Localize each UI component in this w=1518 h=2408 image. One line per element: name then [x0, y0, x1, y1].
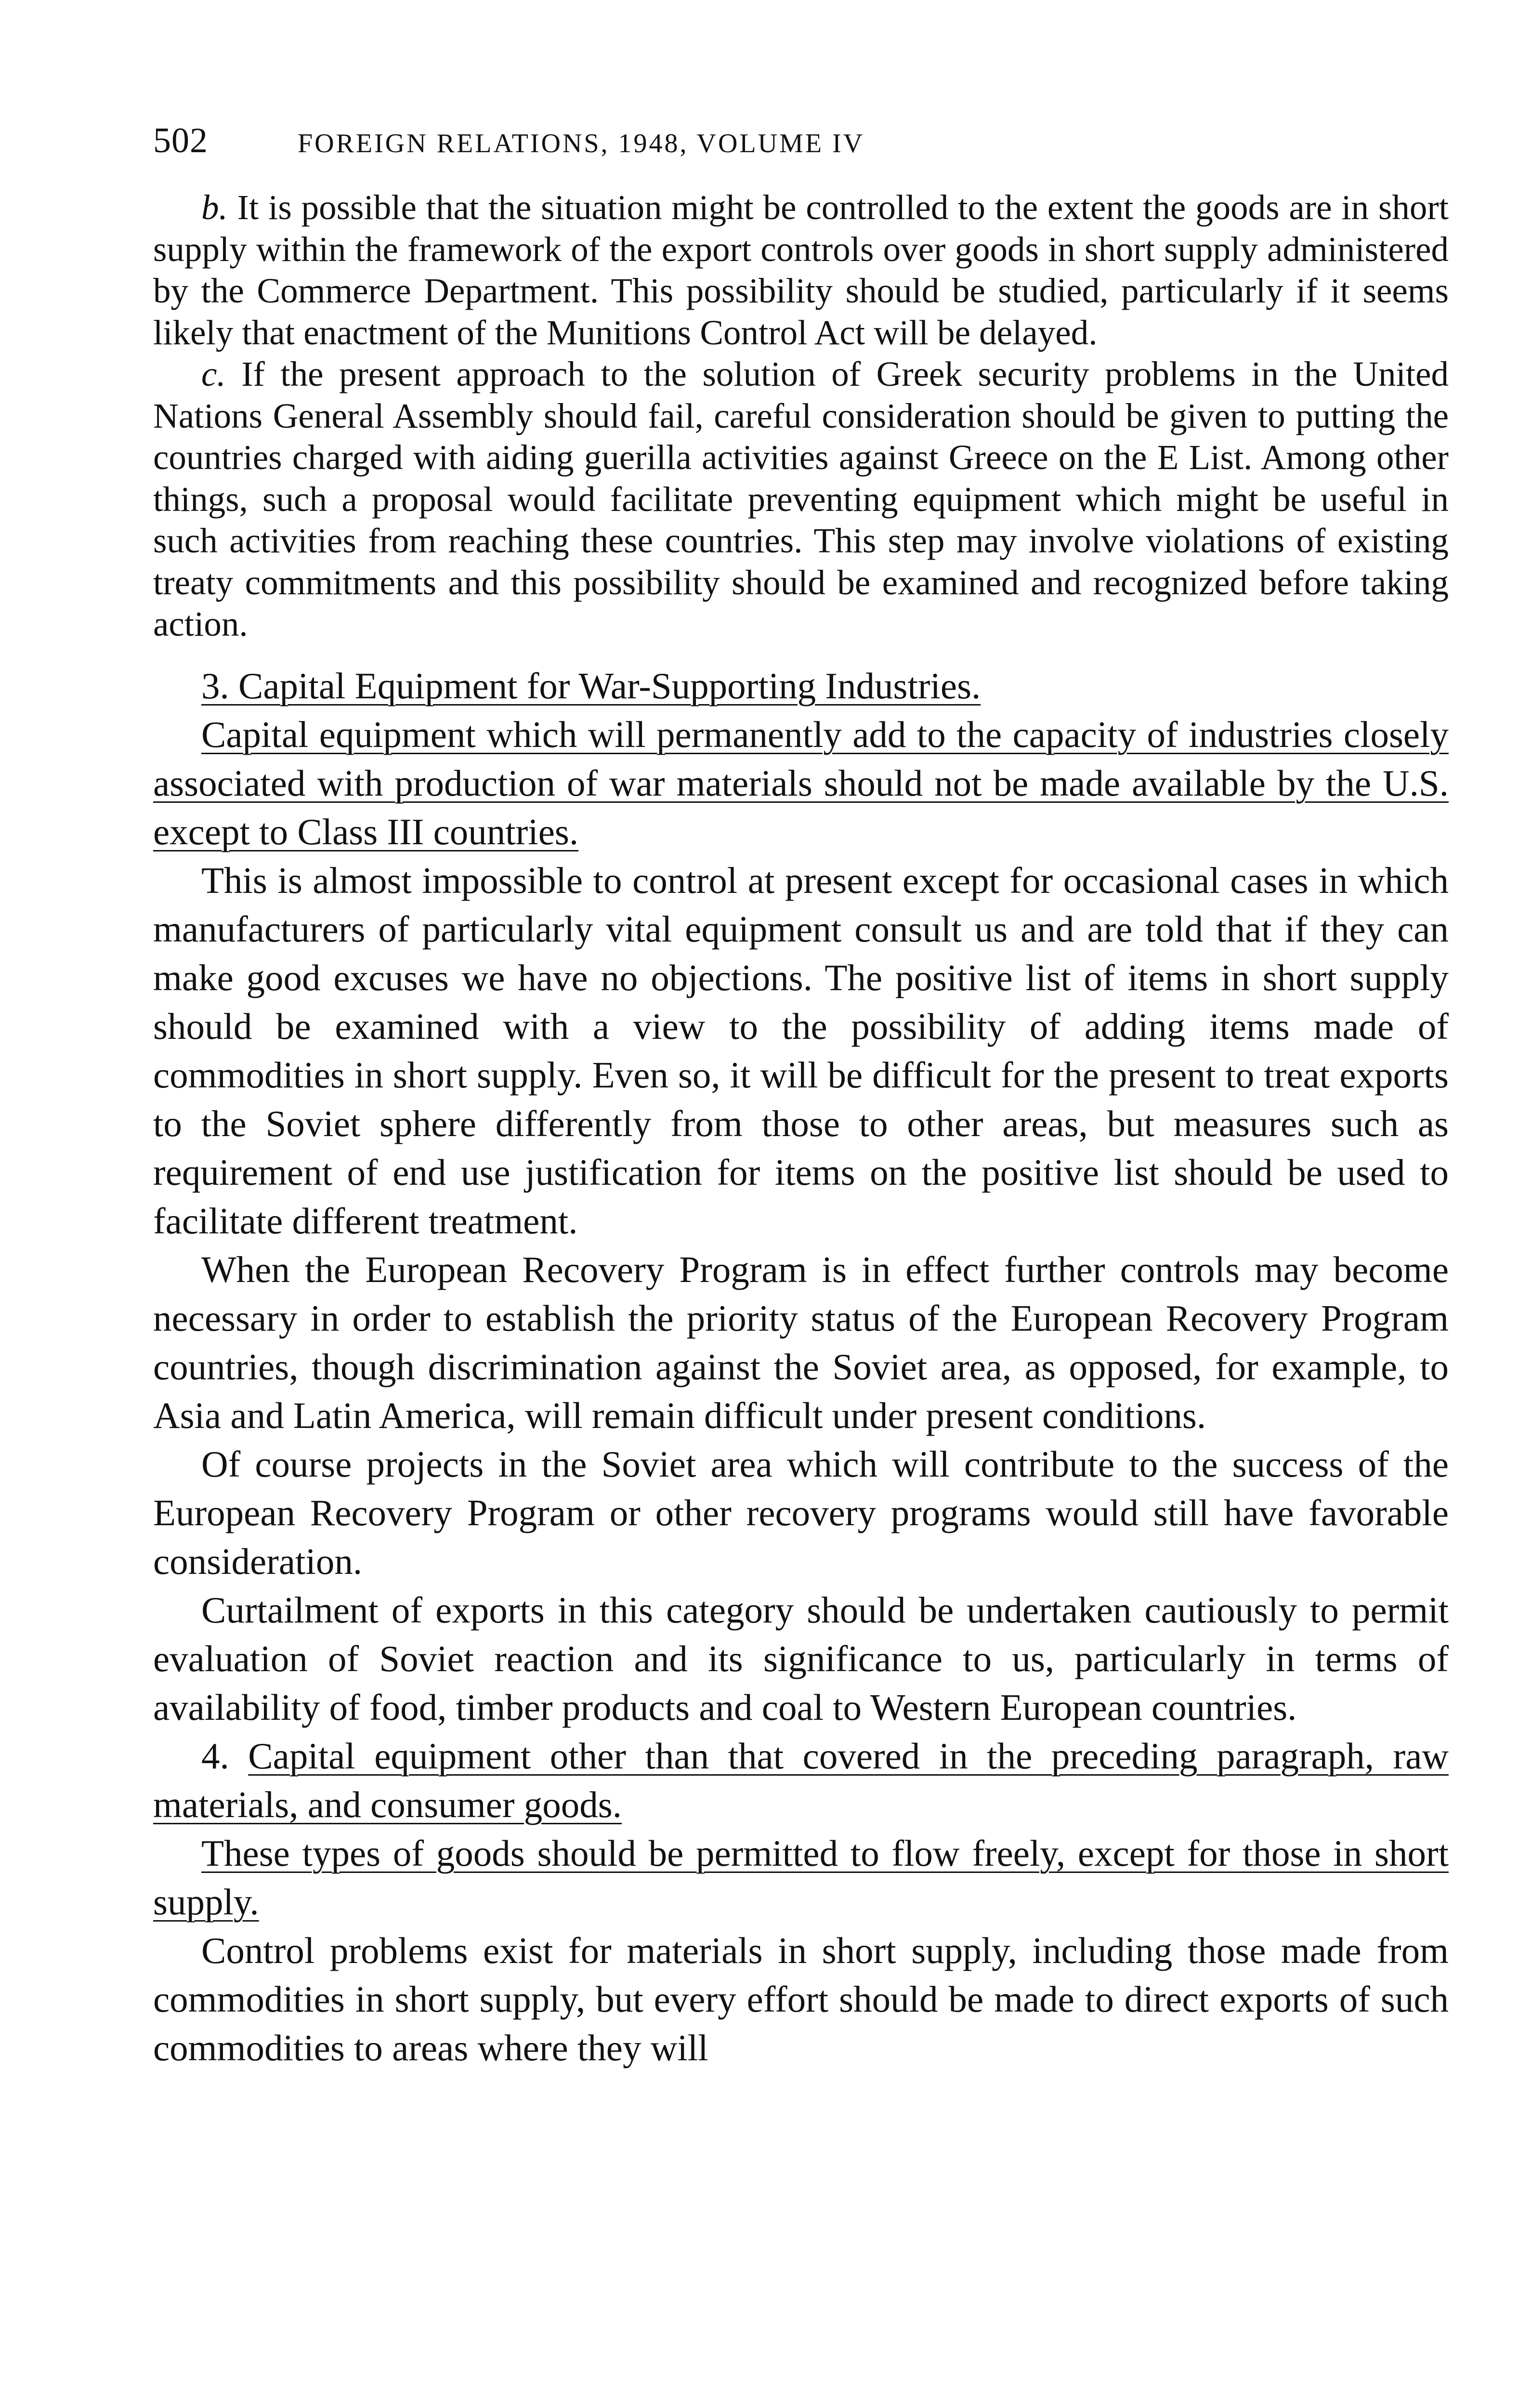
section-3-heading-text: 3. Capital Equipment for War-Supporting Industries.: [201, 665, 981, 707]
section-4-policy: [153, 1829, 1449, 1926]
paragraph-b-text: It is possible that the situation might be controlled to the extent the goods are in short supply within the framework of the export controls over goods in short supply administered by the Commerce Department. This possibility should be studied, particularly if it seems likely that enactment of the Munitions Control Act will be delayed.: [153, 188, 1449, 352]
section-gap: [153, 645, 1449, 662]
section-3-policy: [153, 710, 1449, 856]
section-3-heading: [153, 662, 1449, 710]
paragraph-c-marker: c.: [201, 354, 226, 393]
section-4-heading-text: Capital equipment other than that covered in the preceding paragraph, raw materials, and consumer goods.: [153, 1735, 1449, 1825]
page-header: [153, 120, 1449, 173]
paragraph-b-marker: b.: [201, 188, 228, 227]
section-3-policy-text: Capital equipment which will permanently add to the capacity of industries closely associated with production of war materials should not be made available by the U.S. except to Class III countries.: [153, 713, 1449, 852]
section-4-heading: [153, 1732, 1449, 1829]
paragraph-b: [153, 187, 1449, 353]
section-3-paragraph-2: When the European Recovery Program is in effect further controls may become necessary in order to establish the priority status of the European Recovery Program countries, though discrimination against the Soviet area, as opposed, for example, to Asia and Latin America, will remain difficult under present conditions.: [153, 1248, 1449, 1436]
section-4-number: 4.: [201, 1735, 229, 1777]
section-3-paragraph-3: Of course projects in the Soviet area which will contribute to the success of the European Recovery Program or other recovery programs would still have favorable consideration.: [153, 1443, 1449, 1582]
section-3-paragraph-1: This is almost impossible to control at present except for occasional cases in which manufacturers of particularly vital equipment consult us and are told that if they can make good excuses we have no objections. The positive list of items in short supply should be examined with a view to the possibility of adding items made of commodities in short supply. Even so, it will be difficult for the present to treat exports to the Soviet sphere differently from those to other areas, but measures such as requirement of end use justification for items on the positive list should be used to facilitate different treatment.: [153, 859, 1449, 1242]
section-4-policy-text: These types of goods should be permitted to flow freely, except for those in short supply.: [153, 1832, 1449, 1923]
document-page: [153, 120, 1449, 2072]
paragraph-c-text: If the present approach to the solution of Greek security problems in the United Nations General Assembly should fail, careful consideration should be given to putting the countries charged with aiding guerilla activities against Greece on the E List. Among other things, such a proposal would facilitate preventing equipment which might be useful in such activities from reaching these countries. This step may involve violations of existing treaty commitments and this possibility should be examined and recognized before taking action.: [153, 354, 1449, 643]
section-3-paragraph-4: Curtailment of exports in this category should be undertaken cautiously to permit evaluation of Soviet reaction and its significance to us, particularly in terms of availability of food, timber products and coal to Western European countries.: [153, 1589, 1449, 1728]
page-number: 502: [153, 121, 208, 160]
paragraph-c: [153, 353, 1449, 645]
running-title: FOREIGN RELATIONS, 1948, VOLUME IV: [298, 129, 865, 158]
section-4-paragraph-1: Control problems exist for materials in short supply, including those made from commodities in short supply, but every effort should be made to direct exports of such commodities to areas where they will: [153, 1929, 1449, 2068]
